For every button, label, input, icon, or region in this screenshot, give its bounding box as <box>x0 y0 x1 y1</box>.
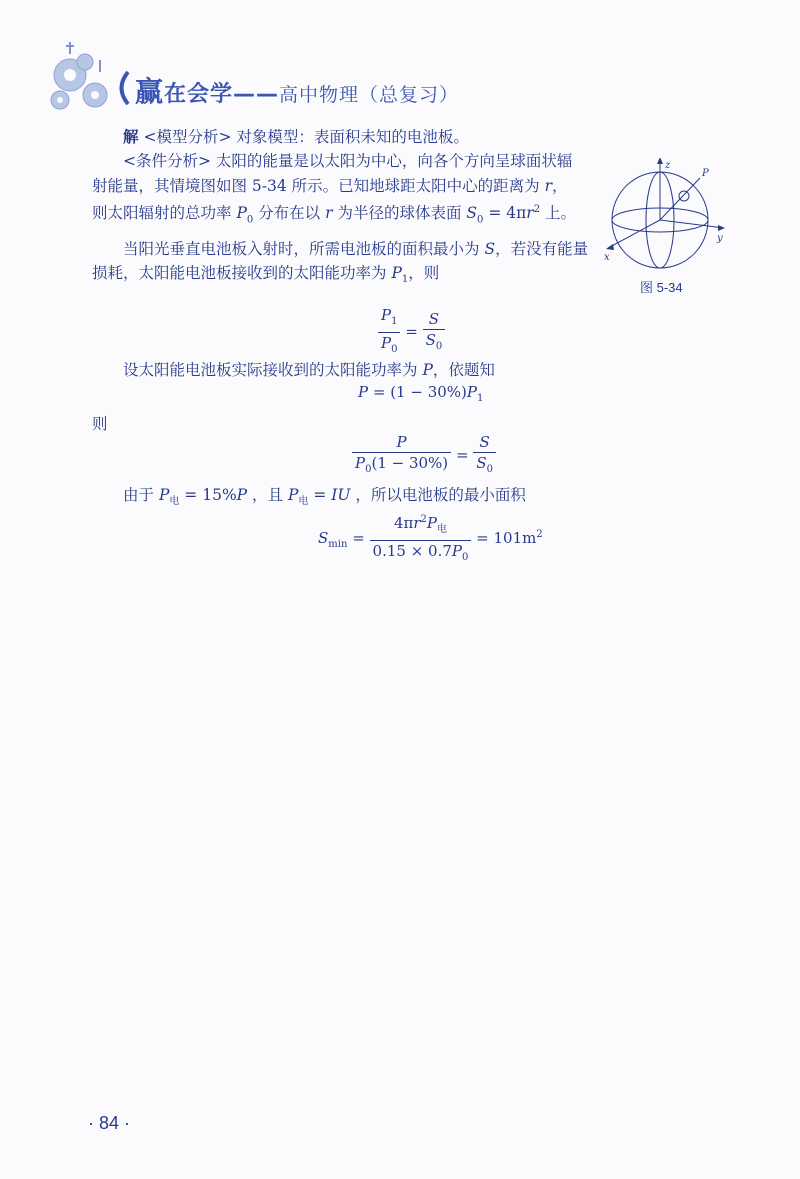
title-dash: —— <box>233 82 280 107</box>
text-span: = 4π <box>483 204 527 223</box>
var-r: r <box>325 204 333 223</box>
subscript: 0 <box>477 214 484 226</box>
result: = 101m <box>476 529 537 547</box>
subscript: 0 <box>391 344 398 355</box>
text-span: 当阳光垂直电池板入射时，所需电池板的面积最小为 <box>123 239 485 258</box>
fraction <box>423 309 446 357</box>
text-span: 4π <box>393 514 414 532</box>
var-P: P <box>391 264 402 283</box>
equals-sign: = <box>455 446 469 464</box>
equation-min-area <box>318 510 543 568</box>
var: S <box>425 330 436 349</box>
title-sub: 高中物理（总复习） <box>279 84 460 106</box>
subscript: 电 <box>169 496 180 508</box>
then-label: 则 <box>92 415 108 433</box>
book-title <box>135 70 459 110</box>
subscript: min <box>328 539 348 550</box>
text-span: = 15% <box>179 486 237 504</box>
text-span: 设太阳能电池板实际接收到的太阳能功率为 <box>123 361 423 379</box>
paragraph-condition-analysis <box>92 149 582 232</box>
var: P <box>451 542 462 560</box>
paragraph-actual-power <box>123 358 495 380</box>
title-rest: 在会学 <box>164 82 234 107</box>
var: P <box>158 486 170 504</box>
text-span: ，则 <box>408 264 440 283</box>
subscript: 电 <box>298 496 309 508</box>
equation-ratio-1 <box>378 305 445 360</box>
text-span: 为半径的球体表面 <box>332 204 467 223</box>
var: P <box>426 514 437 532</box>
equation-actual-power <box>358 383 483 404</box>
var-P: P <box>236 204 247 223</box>
title-main: 赢 <box>135 75 165 108</box>
axis-label-x: x <box>604 252 610 263</box>
superscript: 2 <box>536 529 543 540</box>
paragraph-min-area <box>92 237 590 293</box>
var: P <box>236 486 248 504</box>
text-span: ，若没有能量损耗，太阳能电池板接收到的太阳能功率为 <box>92 239 589 283</box>
point-label-p: P <box>702 168 709 179</box>
equals-sign: = <box>405 322 418 341</box>
page-number: · 84 · <box>88 1113 131 1133</box>
subscript: 0 <box>365 464 372 475</box>
var: r <box>413 514 421 532</box>
text-span: ，依题知 <box>432 361 495 379</box>
var: S <box>428 309 440 328</box>
text-span: (1 − 30%) <box>371 454 449 472</box>
axis-label-y: y <box>717 233 723 244</box>
text-span: ，则太阳辐射的总功率 <box>92 176 568 223</box>
var: P <box>358 383 369 401</box>
text-span: ，所以电池板的最小面积 <box>350 486 526 504</box>
page-header <box>40 40 460 120</box>
equation-ratio-2 <box>352 432 496 480</box>
text-span: 上。 <box>540 204 577 223</box>
text-span: = <box>308 486 332 504</box>
var: P <box>287 486 299 504</box>
var: S <box>318 529 329 547</box>
subscript: 0 <box>435 340 443 352</box>
subscript: 0 <box>246 214 254 226</box>
text-span: ，且 <box>247 486 288 504</box>
var-S: S <box>484 239 496 258</box>
text-span: 由于 <box>123 486 159 504</box>
subscript: 电 <box>436 524 447 535</box>
text-span: = (1 − 30%) <box>368 383 467 401</box>
var-r: r <box>544 176 553 195</box>
gear-logo-icon <box>40 40 140 120</box>
superscript: 2 <box>533 204 541 216</box>
fraction <box>473 432 496 480</box>
solution-text <box>92 125 590 293</box>
var: S <box>479 433 490 451</box>
subscript: 1 <box>391 316 398 327</box>
fraction <box>352 432 451 480</box>
text-span: 分布在以 <box>253 204 326 223</box>
var: P <box>355 454 366 472</box>
var: S <box>476 454 487 472</box>
subscript: 0 <box>462 552 469 563</box>
superscript: 2 <box>420 514 427 525</box>
var: P <box>466 383 477 401</box>
var: P <box>396 433 407 451</box>
figure-caption: 图 5-34 <box>640 280 683 295</box>
var-P: P <box>422 361 433 379</box>
var-S: S <box>466 204 478 223</box>
axis-label-z: z <box>665 160 671 171</box>
subscript: 0 <box>486 464 493 475</box>
paragraph-efficiency <box>123 483 526 507</box>
subscript: 1 <box>401 274 409 286</box>
fraction <box>378 305 400 360</box>
paragraph-model-analysis <box>92 125 590 149</box>
text-span: <条件分析> 太阳的能量是以太阳为中心，向各个方向呈球面状辐射能量，其情境图如图 5-34 所示。已知地球距太阳中心的距离为 <box>92 152 573 195</box>
model-analysis-text: <模型分析> 对象模型：表面积未知的电池板。 <box>143 128 469 146</box>
var: P <box>381 334 392 352</box>
text-span: 0.15 × 0.7 <box>372 542 452 560</box>
var: IU <box>331 486 351 504</box>
subscript: 1 <box>476 393 484 404</box>
equals-sign: = <box>352 529 365 547</box>
fraction <box>370 510 472 568</box>
solution-lead: 解 <box>123 127 139 146</box>
var: P <box>381 306 392 324</box>
var-r: r <box>526 204 534 223</box>
